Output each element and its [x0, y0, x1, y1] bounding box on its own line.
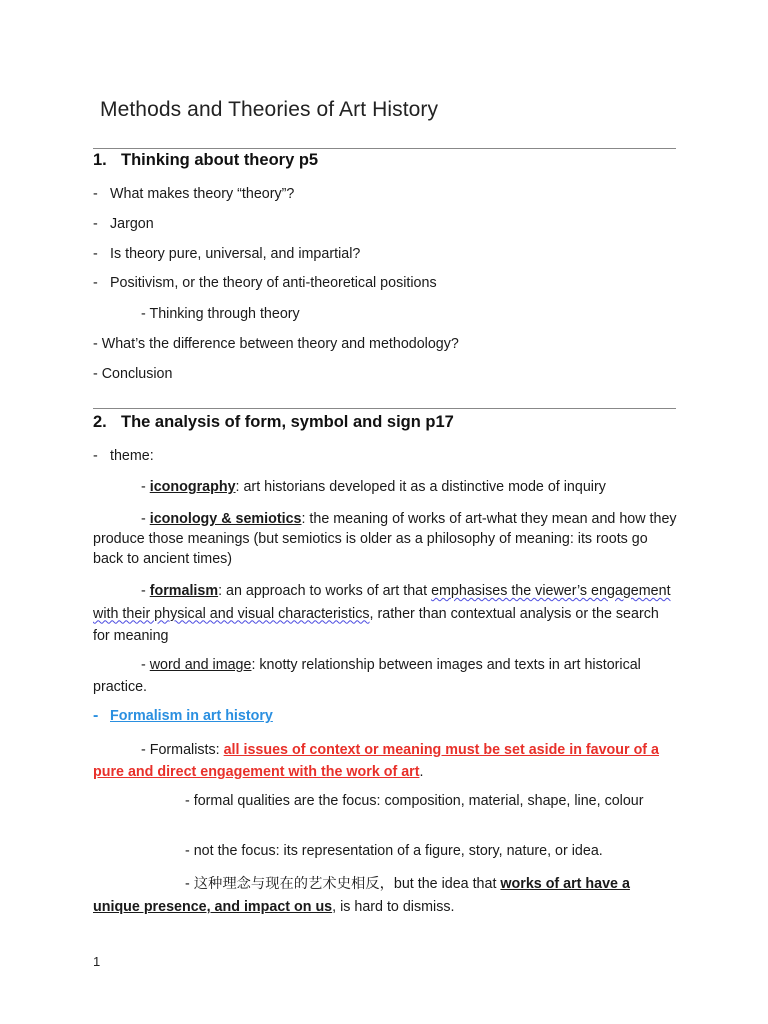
presence-bold: works of art have a unique presence, and impact on us	[93, 876, 630, 915]
formalism-term: formalism	[149, 583, 219, 599]
list-item-text: What makes theory “theory”?	[110, 186, 295, 202]
formalists-item	[93, 739, 678, 783]
presence-end: , is hard to dismiss.	[332, 899, 455, 915]
presence-item	[93, 873, 678, 919]
section-1-heading	[93, 151, 318, 170]
iconology-text: : the meaning of works of art-what they mean and how they produce those meanings (but semiotics is older as a philosophy of meaning: its roots go back to ancient times)	[93, 511, 677, 567]
formalists-highlight: all issues of context or meaning must be set aside in favour of a pure and direct engagement with the work of art	[93, 742, 659, 780]
section-2-heading	[93, 413, 454, 432]
list-item-text: Positivism, or the theory of anti-theoretical positions	[110, 275, 437, 291]
list-item: - Is theory pure, universal, and impartial?	[93, 246, 361, 262]
formalists-label: - Formalists:	[141, 742, 224, 758]
word-image-term: word and image	[149, 657, 252, 673]
list-item: - theme:	[93, 448, 154, 464]
section-2-number: 2.	[93, 413, 107, 431]
word-image-item: - word and image: knotty relationship between images and texts in art historical practice.	[93, 657, 641, 695]
page-number: 1	[93, 954, 101, 969]
iconology-item: - iconology & semiotics: the meaning of works of art-what they mean and how they produce those meanings (but semiotics is older as a philosophy of meaning: its roots go back to ancient times)	[93, 511, 677, 567]
formalists-end: .	[419, 764, 424, 780]
formal-qualities-item: - formal qualities are the focus: composition, material, shape, line, colour	[185, 793, 644, 809]
list-item: - Conclusion	[93, 366, 173, 382]
section-divider	[93, 408, 676, 409]
iconography-term: iconography	[149, 479, 236, 495]
list-item: - What’s the difference between theory and methodology?	[93, 336, 459, 352]
formalism-text-end: , rather than contextual analysis or the search for meaning	[93, 605, 659, 644]
document-title: Methods and Theories of Art History	[100, 98, 439, 121]
iconography-item: - iconography: art historians developed it as a distinctive mode of inquiry	[141, 479, 606, 495]
not-focus-item: - not the focus: its representation of a figure, story, nature, or idea.	[185, 843, 603, 859]
section-1-title: Thinking about theory p5	[121, 151, 319, 169]
list-item: - Jargon	[93, 216, 154, 232]
list-item: - What makes theory “theory”?	[93, 186, 295, 202]
formalism-wavy-text: emphasises the viewer’s engagement with their physical and visual characteristics	[93, 583, 671, 622]
section-divider	[93, 148, 676, 149]
formalism-link-item: - Formalism in art history	[93, 707, 273, 724]
presence-prefix: - 这种理念与现在的艺术史相反，but the idea that	[185, 876, 501, 892]
list-item: - Positivism, or the theory of anti-theoretical positions	[93, 275, 437, 291]
iconology-term: iconology & semiotics	[149, 511, 302, 527]
formalism-text: : an approach to works of art that	[218, 583, 432, 599]
word-image-text: : knotty relationship between images and texts in art historical practice.	[93, 657, 641, 695]
iconography-text: : art historians developed it as a distinctive mode of inquiry	[235, 479, 606, 495]
formalism-item: - formalism: an approach to works of art that emphasises the viewer’s engagement with their physical and visual characteristics, rather than contextual analysis or the search for meaning	[93, 583, 671, 644]
formalism-in-art-history-link[interactable]: Formalism in art history	[110, 708, 273, 724]
theme-label: theme:	[110, 448, 154, 464]
section-2-title: The analysis of form, symbol and sign p17	[121, 413, 454, 431]
list-item-text: Jargon	[110, 216, 154, 232]
sub-list-item: - Thinking through theory	[141, 306, 300, 322]
section-1-number: 1.	[93, 151, 107, 169]
list-item-text: Is theory pure, universal, and impartial?	[110, 246, 361, 262]
